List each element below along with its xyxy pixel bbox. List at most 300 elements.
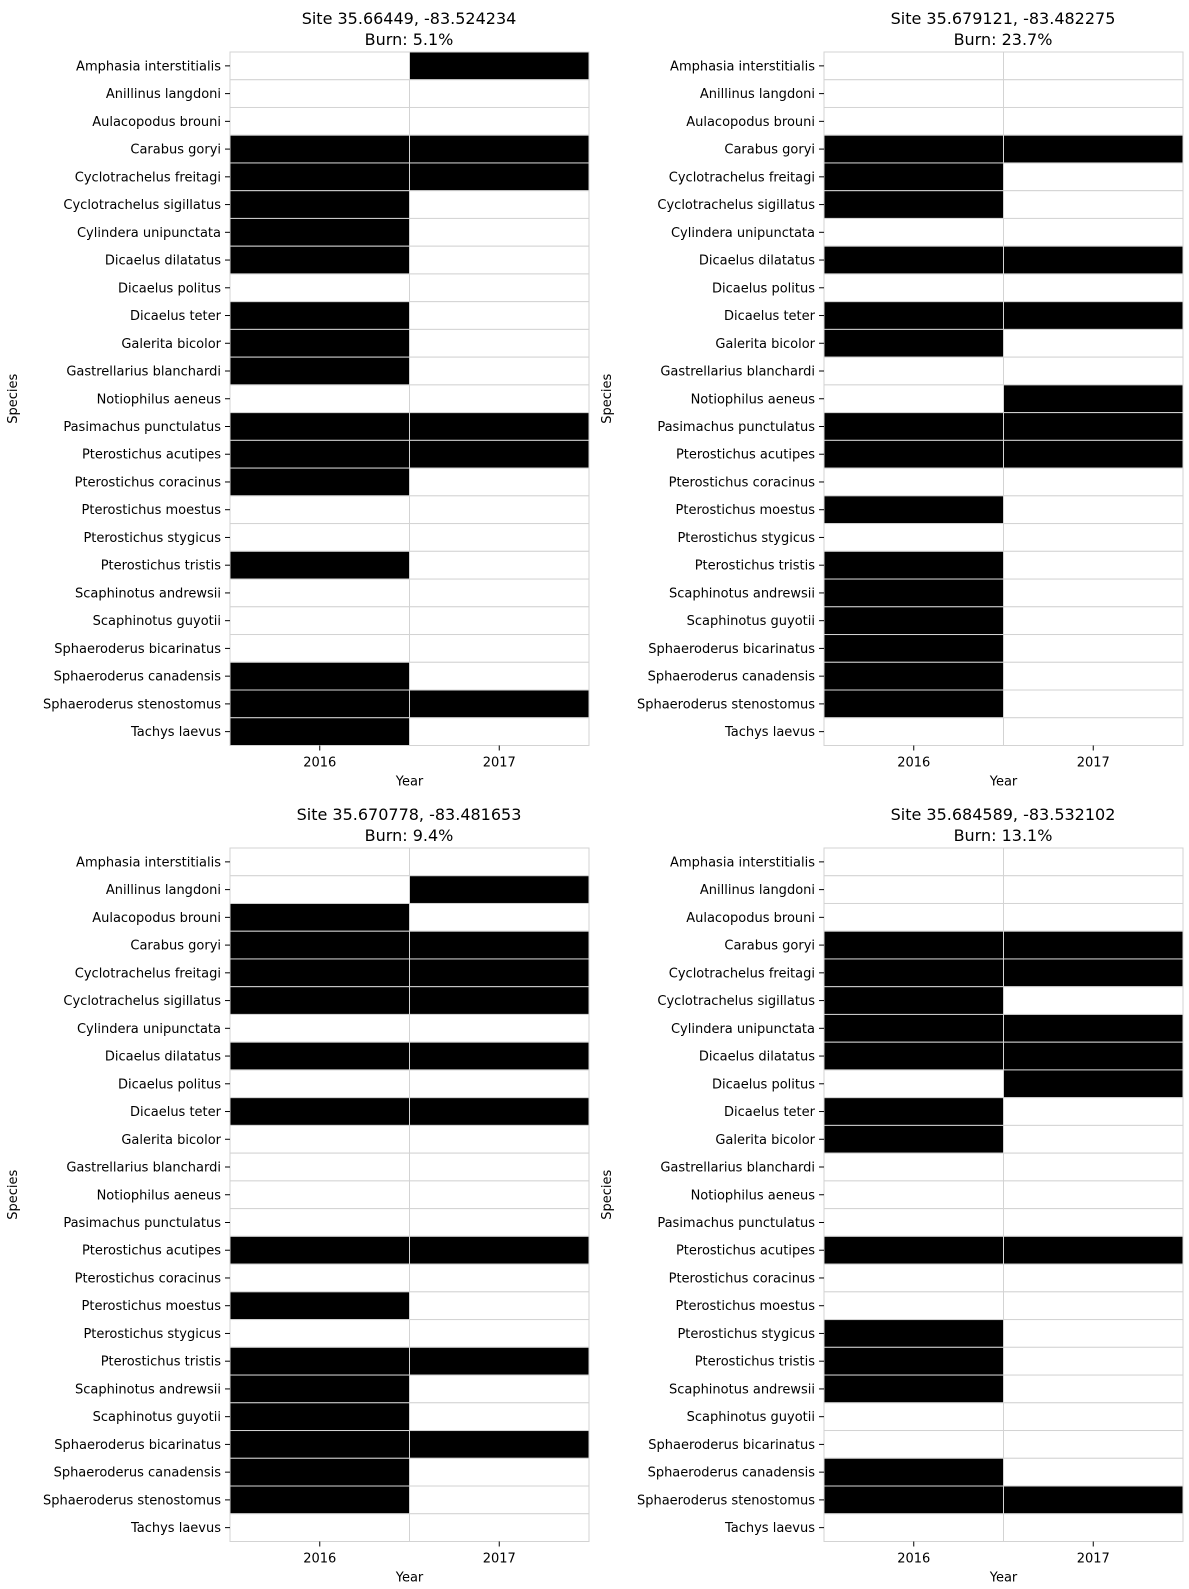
heatmap-cell [230, 1320, 410, 1348]
y-tick-label: Dicaelus dilatatus [104, 1049, 221, 1065]
heatmap-cell [410, 959, 590, 987]
y-tick-label: Notiophilus aeneus [690, 392, 815, 408]
heatmap-cell [410, 848, 590, 876]
y-tick-label: Scaphinotus guyotii [686, 614, 815, 630]
heatmap-cell [1004, 440, 1184, 468]
heatmap-cell [410, 551, 590, 579]
y-tick-label: Cyclotrachelus sigillatus [63, 198, 221, 214]
heatmap-cell [1004, 1125, 1184, 1153]
heatmap-cell [230, 718, 410, 746]
y-tick-label: Scaphinotus guyotii [92, 1410, 221, 1426]
heatmap-cell [1004, 1098, 1184, 1126]
heatmap-cell [230, 1209, 410, 1237]
chart-subtitle: Burn: 5.1% [364, 30, 454, 49]
heatmap-cell [410, 496, 590, 524]
heatmap-cell [230, 1292, 410, 1320]
heatmap-cell [1004, 876, 1184, 904]
heatmap-cell [410, 329, 590, 357]
heatmap-cell [1004, 1431, 1184, 1459]
heatmap-cell [824, 1514, 1004, 1542]
heatmap-cell [230, 1375, 410, 1403]
heatmap-cell [1004, 551, 1184, 579]
heatmap-cell [230, 218, 410, 246]
y-tick-label: Carabus goryi [724, 142, 815, 158]
heatmap-cell [1004, 662, 1184, 690]
heatmap-cell [824, 52, 1004, 80]
y-tick-label: Notiophilus aeneus [96, 1188, 221, 1204]
heatmap-cell [230, 848, 410, 876]
y-tick-label: Dicaelus politus [711, 1077, 815, 1093]
y-tick-label: Galerita bicolor [715, 336, 815, 352]
heatmap-cell [824, 1181, 1004, 1209]
heatmap-cell [410, 987, 590, 1015]
heatmap-cell [1004, 987, 1184, 1015]
y-tick-label: Sphaeroderus canadensis [53, 1465, 221, 1481]
y-tick-label: Sphaeroderus bicarinatus [648, 641, 815, 657]
x-tick-label: 2017 [1076, 1551, 1110, 1567]
heatmap-cell [824, 80, 1004, 108]
heatmap-cell [1004, 302, 1184, 330]
heatmap-cell [1004, 274, 1184, 302]
x-tick-label: 2016 [897, 755, 931, 771]
y-tick-label: Pterostichus acutipes [81, 1243, 221, 1259]
y-tick-label: Pterostichus moestus [675, 503, 815, 519]
y-tick-label: Gastrellarius blanchardi [66, 364, 221, 380]
heatmap-cell [1004, 163, 1184, 191]
chart-title: Site 35.679121, -83.482275 [890, 9, 1116, 28]
y-tick-label: Scaphinotus andrewsii [668, 586, 815, 602]
y-tick-label: Pterostichus tristis [100, 1354, 221, 1370]
heatmap-cell [230, 524, 410, 552]
heatmap-cell [230, 662, 410, 690]
y-tick-label: Cyclotrachelus sigillatus [657, 994, 815, 1010]
y-tick-label: Dicaelus teter [129, 1105, 221, 1121]
y-tick-label: Tachys laevus [130, 725, 221, 741]
y-tick-label: Dicaelus dilatatus [698, 253, 815, 269]
heatmap-cell [824, 1431, 1004, 1459]
heatmap-cell [1004, 579, 1184, 607]
heatmap-cell [1004, 690, 1184, 718]
heatmap-cell [410, 52, 590, 80]
heatmap-cell [824, 1375, 1004, 1403]
heatmap-cell [230, 1125, 410, 1153]
heatmap-cell [1004, 1236, 1184, 1264]
y-axis-label: Species [600, 373, 615, 424]
heatmap-cell [230, 1514, 410, 1542]
heatmap-cell [410, 1153, 590, 1181]
heatmap-cell [230, 551, 410, 579]
y-tick-label: Pterostichus acutipes [675, 1243, 815, 1259]
y-tick-label: Pterostichus stygicus [83, 530, 221, 546]
y-tick-label: Cylindera unipunctata [76, 1021, 221, 1037]
heatmap-cell [410, 579, 590, 607]
heatmap-cell [410, 1403, 590, 1431]
heatmap-cell [410, 607, 590, 635]
heatmap-cell [824, 274, 1004, 302]
heatmap-cell [410, 1125, 590, 1153]
heatmap-cell [824, 718, 1004, 746]
heatmap-cell [410, 1014, 590, 1042]
y-axis-label: Species [6, 1169, 21, 1220]
heatmap-panel-2 [600, 9, 1183, 790]
heatmap-panel-3 [6, 805, 589, 1586]
heatmap-cell [1004, 1320, 1184, 1348]
y-tick-label: Anillinus langdoni [105, 883, 221, 899]
y-tick-label: Pterostichus tristis [694, 1354, 815, 1370]
heatmap-cell [410, 1209, 590, 1237]
x-tick-label: 2017 [482, 755, 516, 771]
y-tick-label: Aulacopodus brouni [92, 114, 221, 130]
heatmap-cell [824, 690, 1004, 718]
heatmap-cell [410, 1236, 590, 1264]
heatmap-cell [410, 1514, 590, 1542]
y-tick-label: Galerita bicolor [121, 336, 221, 352]
heatmap-cell [410, 163, 590, 191]
heatmap-cell [1004, 52, 1184, 80]
y-tick-label: Scaphinotus andrewsii [74, 1382, 221, 1398]
chart-subtitle: Burn: 9.4% [364, 826, 454, 845]
heatmap-cell [410, 1320, 590, 1348]
heatmap-cell [824, 1153, 1004, 1181]
heatmap-cell [230, 987, 410, 1015]
heatmap-cell [230, 357, 410, 385]
heatmap-cell [410, 135, 590, 163]
heatmap-cell [410, 931, 590, 959]
chart-title: Site 35.684589, -83.532102 [890, 805, 1116, 824]
heatmap-cell [410, 440, 590, 468]
y-tick-label: Pterostichus stygicus [83, 1326, 221, 1342]
heatmap-cell [824, 1125, 1004, 1153]
heatmap-cell [1004, 1181, 1184, 1209]
heatmap-cell [824, 903, 1004, 931]
heatmap-cell [410, 1375, 590, 1403]
heatmap-cell [824, 524, 1004, 552]
heatmap-cell [824, 1347, 1004, 1375]
y-tick-label: Pterostichus acutipes [81, 447, 221, 463]
heatmap-cell [824, 329, 1004, 357]
y-tick-label: Carabus goryi [724, 938, 815, 954]
heatmap-cell [824, 1320, 1004, 1348]
heatmap-cell [1004, 385, 1184, 413]
heatmap-cell [824, 496, 1004, 524]
heatmap-cell [410, 218, 590, 246]
y-tick-label: Carabus goryi [130, 938, 221, 954]
y-tick-label: Pterostichus coracinus [668, 1271, 815, 1287]
x-axis-label: Year [395, 774, 424, 790]
heatmap-cell [824, 959, 1004, 987]
y-tick-label: Sphaeroderus stenostomus [42, 697, 221, 713]
x-tick-label: 2016 [303, 1551, 337, 1567]
heatmap-cell [230, 135, 410, 163]
heatmap-cell [230, 468, 410, 496]
y-tick-label: Dicaelus dilatatus [698, 1049, 815, 1065]
heatmap-cell [824, 635, 1004, 663]
heatmap-cell [824, 662, 1004, 690]
heatmap-cell [1004, 903, 1184, 931]
heatmap-cell [230, 329, 410, 357]
y-tick-label: Cylindera unipunctata [670, 225, 815, 241]
heatmap-cell [824, 1014, 1004, 1042]
heatmap-panel-4 [600, 805, 1183, 1586]
heatmap-cell [1004, 959, 1184, 987]
y-tick-label: Notiophilus aeneus [690, 1188, 815, 1204]
heatmap-cell [1004, 1042, 1184, 1070]
y-tick-label: Cylindera unipunctata [76, 225, 221, 241]
y-axis-label: Species [600, 1169, 615, 1220]
y-tick-label: Pterostichus acutipes [675, 447, 815, 463]
x-tick-label: 2016 [303, 755, 337, 771]
heatmap-cell [824, 440, 1004, 468]
heatmap-cell [1004, 1292, 1184, 1320]
x-axis-label: Year [395, 1570, 424, 1586]
y-tick-label: Dicaelus teter [723, 1105, 815, 1121]
heatmap-cell [230, 52, 410, 80]
y-tick-label: Pterostichus moestus [675, 1299, 815, 1315]
y-tick-label: Pterostichus tristis [100, 558, 221, 574]
heatmap-panel-1 [6, 9, 589, 790]
heatmap-cell [410, 1264, 590, 1292]
y-tick-label: Sphaeroderus canadensis [647, 669, 815, 685]
heatmap-cell [824, 1264, 1004, 1292]
y-tick-label: Pterostichus moestus [81, 1299, 221, 1315]
heatmap-cell [824, 848, 1004, 876]
heatmap-cell [410, 718, 590, 746]
chart-subtitle: Burn: 13.1% [953, 826, 1053, 845]
y-tick-label: Anillinus langdoni [699, 87, 815, 103]
heatmap-cell [410, 1098, 590, 1126]
y-tick-label: Sphaeroderus canadensis [647, 1465, 815, 1481]
x-tick-label: 2017 [482, 1551, 516, 1567]
y-tick-label: Gastrellarius blanchardi [66, 1160, 221, 1176]
heatmap-cell [824, 1236, 1004, 1264]
y-tick-label: Aulacopodus brouni [686, 910, 815, 926]
heatmap-cell [824, 107, 1004, 135]
heatmap-cell [410, 302, 590, 330]
heatmap-cell [230, 107, 410, 135]
y-tick-label: Pterostichus tristis [694, 558, 815, 574]
heatmap-cell [824, 1042, 1004, 1070]
heatmap-cell [1004, 468, 1184, 496]
heatmap-cell [410, 1181, 590, 1209]
heatmap-cell [824, 218, 1004, 246]
heatmap-cell [1004, 191, 1184, 219]
y-tick-label: Cyclotrachelus sigillatus [657, 198, 815, 214]
heatmap-cell [230, 635, 410, 663]
heatmap-cell [230, 931, 410, 959]
heatmap-cell [824, 385, 1004, 413]
heatmap-cell [824, 135, 1004, 163]
heatmap-cell [1004, 635, 1184, 663]
y-tick-label: Cyclotrachelus freitagi [668, 170, 815, 186]
y-tick-label: Pasimachus punctulatus [63, 1215, 221, 1231]
heatmap-cell [230, 1070, 410, 1098]
heatmap-cell [824, 1486, 1004, 1514]
y-tick-label: Aulacopodus brouni [92, 910, 221, 926]
y-tick-label: Cyclotrachelus freitagi [74, 966, 221, 982]
y-tick-label: Gastrellarius blanchardi [660, 1160, 815, 1176]
heatmap-cell [410, 80, 590, 108]
heatmap-cell [230, 1098, 410, 1126]
heatmap-cell [1004, 413, 1184, 441]
heatmap-cell [824, 607, 1004, 635]
x-axis-label: Year [989, 774, 1018, 790]
heatmap-cell [230, 607, 410, 635]
y-tick-label: Pasimachus punctulatus [657, 419, 815, 435]
heatmap-cell [230, 191, 410, 219]
y-tick-label: Pterostichus coracinus [74, 475, 221, 491]
y-tick-label: Notiophilus aeneus [96, 392, 221, 408]
y-tick-label: Dicaelus politus [711, 281, 815, 297]
y-tick-label: Sphaeroderus bicarinatus [648, 1437, 815, 1453]
heatmap-cell [824, 876, 1004, 904]
heatmap-cell [410, 876, 590, 904]
heatmap-cell [410, 1458, 590, 1486]
heatmap-cell [824, 468, 1004, 496]
heatmap-cell [410, 1042, 590, 1070]
heatmap-cell [824, 1403, 1004, 1431]
heatmap-cell [824, 246, 1004, 274]
heatmap-cell [410, 246, 590, 274]
heatmap-cell [410, 662, 590, 690]
chart-title: Site 35.670778, -83.481653 [296, 805, 522, 824]
heatmap-cell [230, 1153, 410, 1181]
y-tick-label: Scaphinotus guyotii [92, 614, 221, 630]
heatmap-cell [230, 413, 410, 441]
heatmap-cell [1004, 1209, 1184, 1237]
heatmap-cell [230, 1264, 410, 1292]
heatmap-cell [1004, 1153, 1184, 1181]
heatmap-cell [1004, 1403, 1184, 1431]
heatmap-cell [410, 357, 590, 385]
y-tick-label: Scaphinotus andrewsii [668, 1382, 815, 1398]
heatmap-cell [230, 440, 410, 468]
heatmap-cell [824, 579, 1004, 607]
y-tick-label: Pterostichus coracinus [74, 1271, 221, 1287]
chart-title: Site 35.66449, -83.524234 [301, 9, 517, 28]
y-tick-label: Amphasia interstitialis [76, 59, 221, 75]
heatmap-cell [230, 876, 410, 904]
y-tick-label: Sphaeroderus stenostomus [636, 697, 815, 713]
y-tick-label: Dicaelus teter [129, 309, 221, 325]
heatmap-cell [824, 1292, 1004, 1320]
y-tick-label: Sphaeroderus stenostomus [636, 1493, 815, 1509]
heatmap-cell [230, 1042, 410, 1070]
y-tick-label: Dicaelus teter [723, 309, 815, 325]
chart-subtitle: Burn: 23.7% [953, 30, 1053, 49]
y-tick-label: Sphaeroderus bicarinatus [54, 641, 221, 657]
heatmap-cell [824, 413, 1004, 441]
heatmap-cell [824, 551, 1004, 579]
heatmap-cell [1004, 1070, 1184, 1098]
heatmap-cell [824, 931, 1004, 959]
heatmap-cell [1004, 135, 1184, 163]
heatmap-cell [1004, 1458, 1184, 1486]
y-tick-label: Gastrellarius blanchardi [660, 364, 815, 380]
heatmap-cell [230, 1403, 410, 1431]
heatmap-cell [230, 80, 410, 108]
heatmap-cell [1004, 80, 1184, 108]
y-tick-label: Sphaeroderus bicarinatus [54, 1437, 221, 1453]
heatmap-cell [230, 496, 410, 524]
heatmap-cell [410, 1070, 590, 1098]
y-tick-label: Sphaeroderus canadensis [53, 669, 221, 685]
y-tick-label: Pasimachus punctulatus [63, 419, 221, 435]
y-tick-label: Cyclotrachelus sigillatus [63, 994, 221, 1010]
y-tick-label: Scaphinotus andrewsii [74, 586, 221, 602]
heatmap-cell [410, 191, 590, 219]
y-tick-label: Tachys laevus [724, 1521, 815, 1537]
heatmap-cell [1004, 246, 1184, 274]
heatmap-cell [410, 107, 590, 135]
heatmap-cell [230, 246, 410, 274]
heatmap-cell [410, 413, 590, 441]
heatmap-cell [1004, 329, 1184, 357]
x-axis-label: Year [989, 1570, 1018, 1586]
heatmap-cell [410, 1292, 590, 1320]
y-tick-label: Tachys laevus [724, 725, 815, 741]
heatmap-cell [230, 959, 410, 987]
y-tick-label: Carabus goryi [130, 142, 221, 158]
heatmap-cell [230, 1014, 410, 1042]
heatmap-cell [410, 903, 590, 931]
y-tick-label: Scaphinotus guyotii [686, 1410, 815, 1426]
heatmap-cell [1004, 524, 1184, 552]
y-tick-label: Anillinus langdoni [105, 87, 221, 103]
heatmap-cell [824, 302, 1004, 330]
heatmap-cell [1004, 1375, 1184, 1403]
y-tick-label: Amphasia interstitialis [670, 59, 815, 75]
heatmap-cell [1004, 1514, 1184, 1542]
y-tick-label: Amphasia interstitialis [670, 855, 815, 871]
heatmap-cell [230, 163, 410, 191]
heatmap-cell [230, 385, 410, 413]
heatmap-cell [230, 1431, 410, 1459]
heatmap-cell [230, 1486, 410, 1514]
heatmap-cell [410, 635, 590, 663]
heatmap-cell [410, 274, 590, 302]
y-tick-label: Pterostichus coracinus [668, 475, 815, 491]
heatmap-cell [230, 690, 410, 718]
heatmap-cell [1004, 1014, 1184, 1042]
heatmap-cell [1004, 107, 1184, 135]
heatmap-cell [824, 1458, 1004, 1486]
heatmap-cell [824, 1209, 1004, 1237]
y-axis-label: Species [6, 373, 21, 424]
heatmap-cell [824, 1098, 1004, 1126]
heatmap-cell [410, 468, 590, 496]
heatmap-cell [1004, 718, 1184, 746]
heatmap-cell [1004, 218, 1184, 246]
y-tick-label: Aulacopodus brouni [686, 114, 815, 130]
heatmap-cell [1004, 1264, 1184, 1292]
heatmap-cell [410, 690, 590, 718]
heatmap-cell [410, 1486, 590, 1514]
heatmap-cell [1004, 496, 1184, 524]
heatmap-cell [824, 987, 1004, 1015]
x-tick-label: 2017 [1076, 755, 1110, 771]
y-tick-label: Cyclotrachelus freitagi [668, 966, 815, 982]
y-tick-label: Amphasia interstitialis [76, 855, 221, 871]
heatmap-cell [410, 385, 590, 413]
x-tick-label: 2016 [897, 1551, 931, 1567]
heatmap-cell [230, 1347, 410, 1375]
y-tick-label: Cylindera unipunctata [670, 1021, 815, 1037]
heatmap-cell [230, 1458, 410, 1486]
y-tick-label: Dicaelus politus [117, 281, 221, 297]
heatmap-cell [410, 1431, 590, 1459]
heatmap-cell [410, 524, 590, 552]
y-tick-label: Anillinus langdoni [699, 883, 815, 899]
